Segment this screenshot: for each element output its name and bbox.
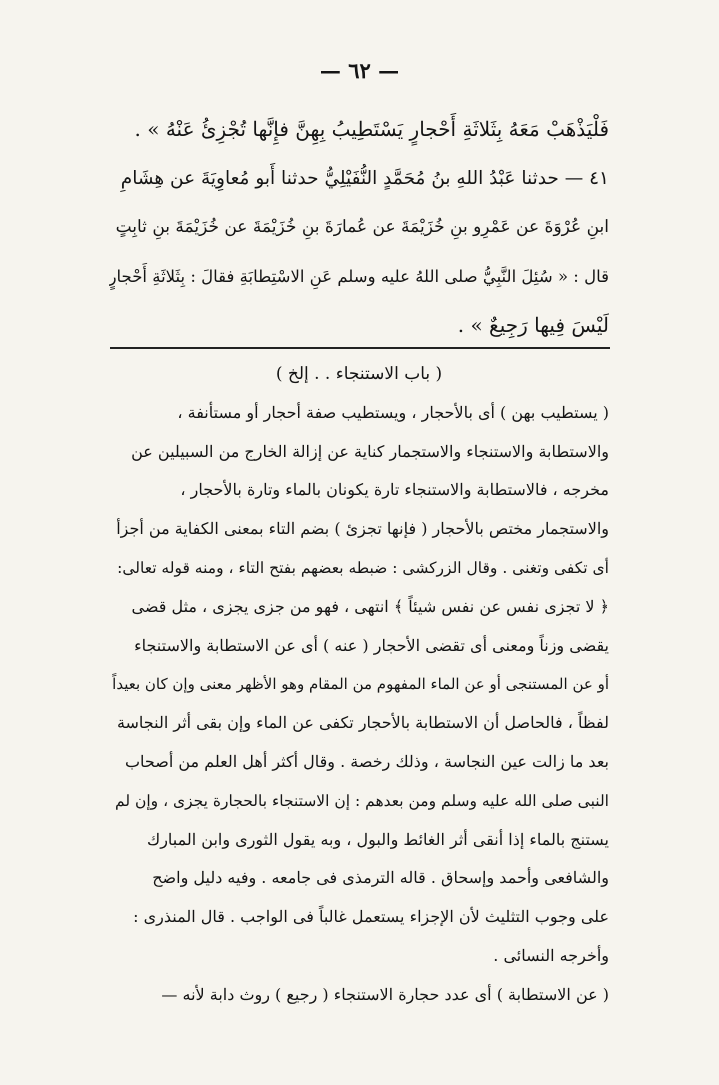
commentary-line: ( عن الاستطابة ) أى عدد حجارة الاستنجاء ( رجيع ) روث دابة لأنه — xyxy=(161,984,609,1004)
hadith-line-numbered: ٤١ — حدثنا عَبْدُ اللهِ بنُ مُحَمَّدٍ النُّفَيْلِيُّ حدثنا أَبو مُعاوِيَةَ عن هِشَامِ xyxy=(120,168,609,189)
commentary-text xyxy=(109,355,609,1015)
commentary-line: ( يستطيب بهن ) أى بالأحجار ، ويستطيب صفة أحجار أو مستأنفة ، xyxy=(177,402,609,422)
commentary-line: يستنج بالماء إذا أنقى أثر الغائط والبول ، وبه يقول الثورى وابن المبارك xyxy=(147,829,609,849)
commentary-line: أى تكفى وتغنى . وقال الزركشى : ضبطه بعضهم بفتح التاء ، ومنه قوله تعالى: xyxy=(117,558,609,577)
commentary-line: والشافعى وأحمد وإسحاق . قاله الترمذى فى جامعه . وفيه دليل واضح xyxy=(152,868,609,888)
page-number: — ٦٢ — xyxy=(319,58,400,83)
commentary-line: وأخرجه النسائى . xyxy=(493,945,609,965)
commentary-heading: ( باب الاستنجاء . . إلخ ) xyxy=(275,364,443,384)
section-divider xyxy=(110,347,610,349)
hadith-text xyxy=(109,105,609,350)
hadith-line: ابنِ عُرْوَةَ عن عَمْرِو بنِ خُزَيْمَةَ عن عُمارَةَ بنِ خُزَيْمَةَ عن خُزَيْمَةَ بنِ ثابِتٍ xyxy=(115,217,609,237)
commentary-line: أو عن المستنجى أو عن الماء المفهوم من المقام وهو الأظهر معنى وإن كان بعيداً xyxy=(112,675,609,694)
commentary-line: يقضى وزناً ومعنى أى تقضى الأحجار ( عنه ) أى عن الاستطابة والاستنجاء xyxy=(134,635,609,655)
commentary-line: لفظاً ، فالحاصل أن الاستطابة بالأحجار تكفى عن الماء وإن بقى أثر النجاسة xyxy=(116,713,609,733)
commentary-line: مخرجه ، فالاستطابة والاستنجاء تارة يكونان بالماء وتارة بالأحجار ، xyxy=(180,480,609,500)
commentary-line: والاستجمار مختص بالأحجار ( فإنها تجزئ ) بضم التاء بمعنى الكفاية من أجزأ xyxy=(116,519,609,539)
commentary-line: بعد ما زالت عين النجاسة ، وذلك رخصة . وقال أكثر أهل العلم من أصحاب xyxy=(124,751,609,771)
hadith-line: لَيْسَ فِيها رَجِيعٌ » . xyxy=(457,313,609,337)
hadith-line: فَلْيَذْهَبْ مَعَهُ بِثَلاثَةِ أَحْجارٍ يَسْتَطِيبُ بِهِنَّ فإِنَّها تُجْزِئُ عَنْهُ » . xyxy=(134,117,609,141)
commentary-line: ﴿ لا تجزى نفس عن نفس شيئاً ﴾ انتهى ، فهو من جزى يجزى ، مثل قضى xyxy=(131,596,609,616)
commentary-line: على وجوب التثليث لأن الإجزاء يستعمل غالباً فى الواجب . قال المنذرى : xyxy=(133,907,609,927)
hadith-line: قال : « سُئِلَ النَّبِيُّ صلى اللهُ عليه وسلم عَنِ الاسْتِطابَةِ فقالَ : بِثَلاثَةِ أَحْجارٍ xyxy=(109,267,609,286)
commentary-line: النبى صلى الله عليه وسلم ومن بعدهم : إن الاستنجاء بالحجارة يجزى ، وإن لم xyxy=(115,791,609,810)
commentary-line: والاستطابة والاستنجاء والاستجمار كناية عن إزالة الخارج من السبيلين عن xyxy=(131,441,609,461)
